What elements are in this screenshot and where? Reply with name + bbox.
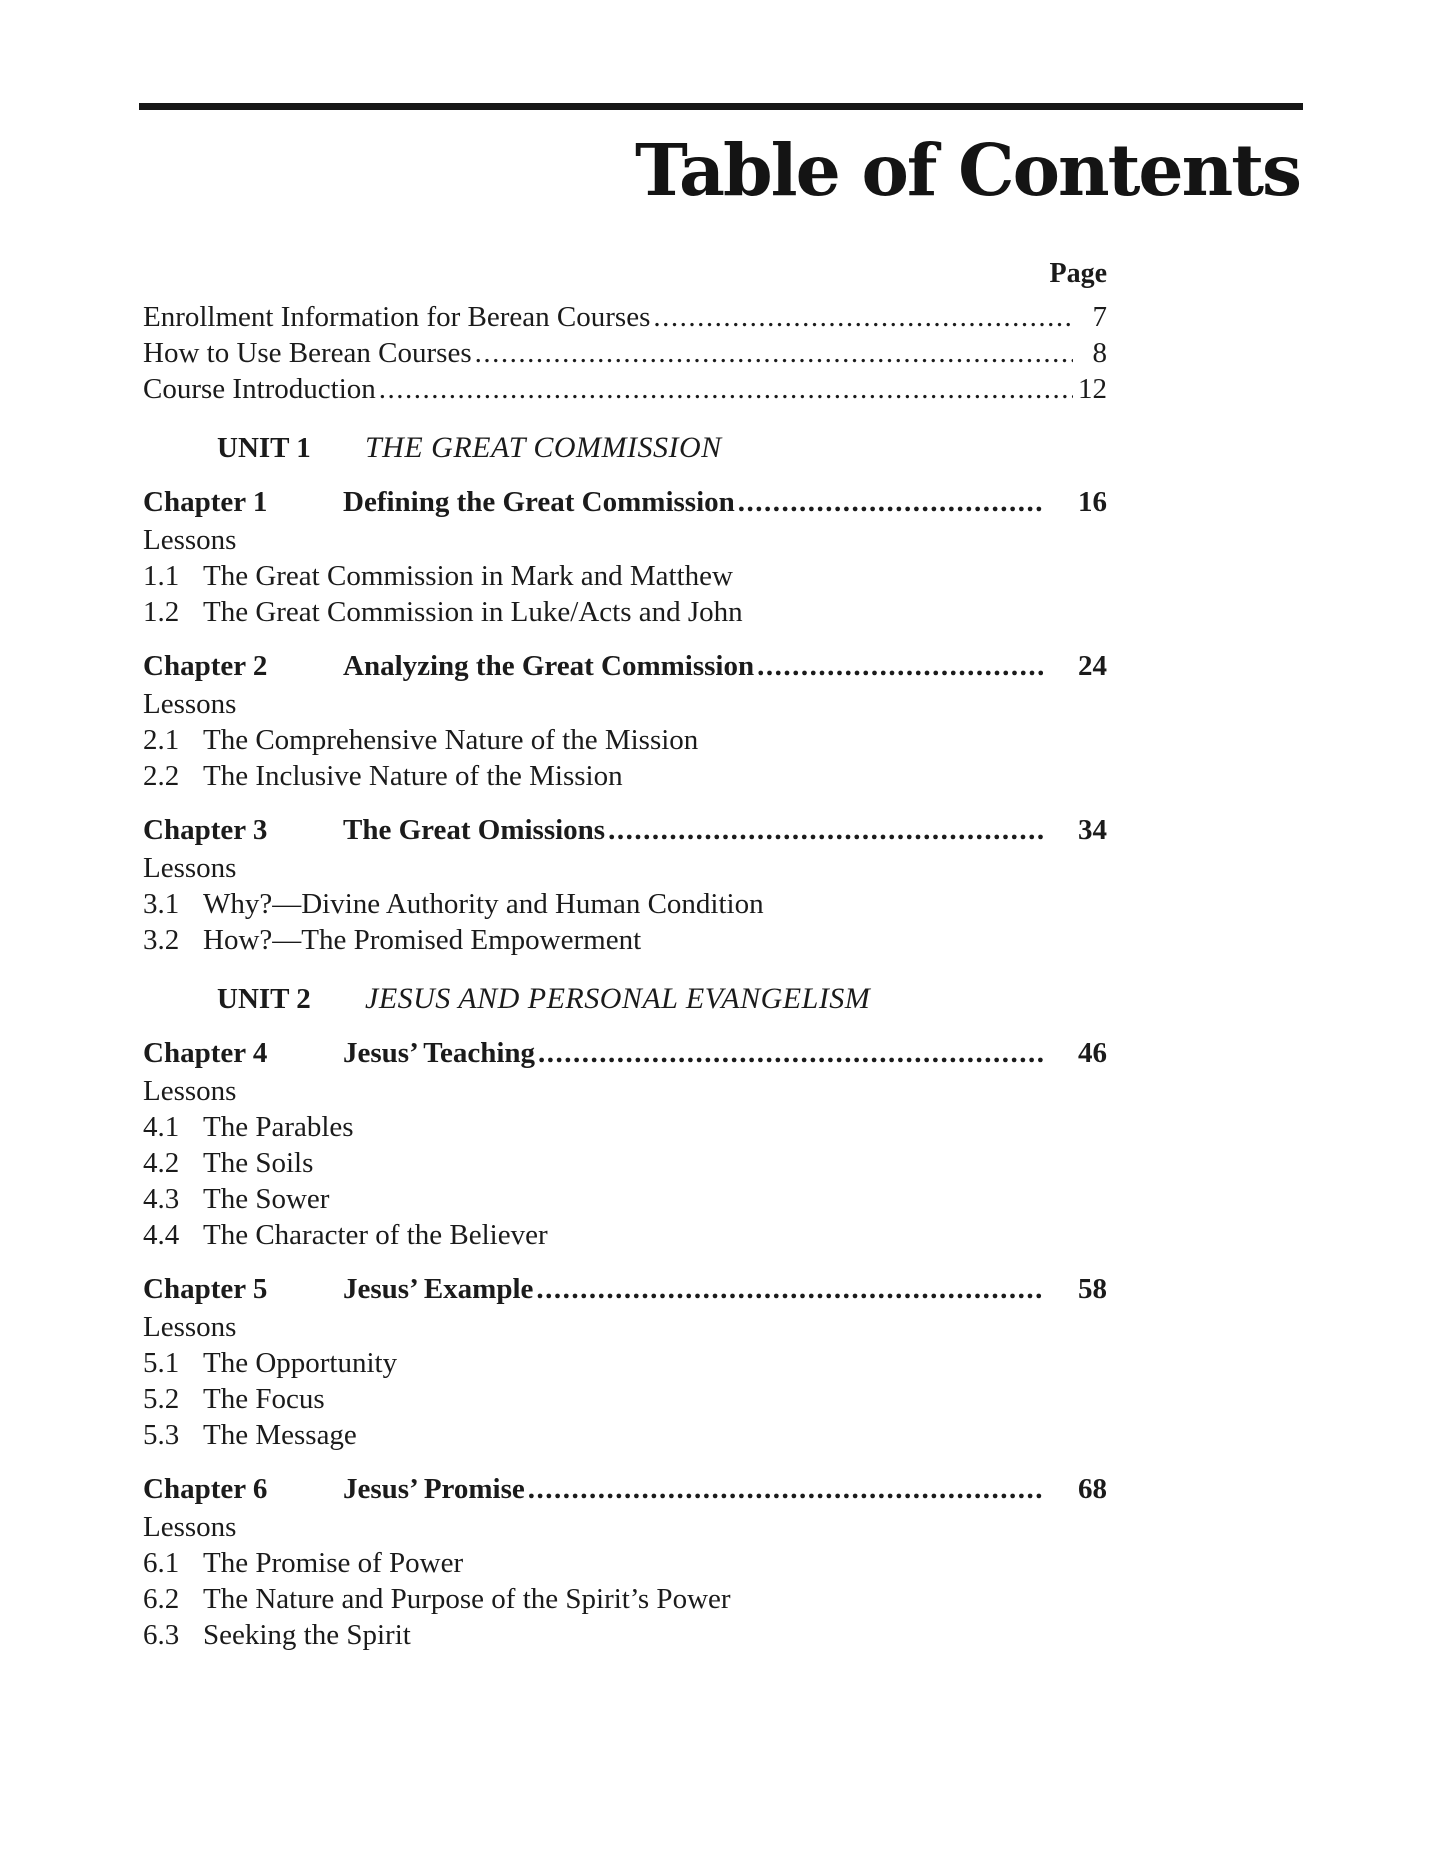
lesson-number: 4.2 (143, 1147, 180, 1179)
chapter-entry (143, 1035, 1107, 1071)
dot-leader (754, 648, 1043, 684)
lessons-label: Lessons (143, 1075, 237, 1107)
chapter-entry (143, 812, 1107, 848)
chapter-page-number: 34 (1078, 814, 1107, 846)
toc-entry-label: Enrollment Information for Berean Courses (143, 301, 651, 333)
unit-label: UNIT 2 (217, 983, 311, 1015)
dot-leader (605, 812, 1043, 848)
chapter-label: Chapter 6 (143, 1473, 268, 1505)
lesson-title: The Opportunity (203, 1347, 398, 1379)
page-title: Table of Contents (634, 128, 1300, 212)
unit-heading (217, 981, 1107, 1017)
lessons-label: Lessons (143, 1511, 237, 1543)
lesson-entry (143, 594, 1107, 630)
lessons-label: Lessons (143, 852, 237, 884)
lesson-title: The Great Commission in Mark and Matthew (203, 560, 733, 592)
chapter-label: Chapter 5 (143, 1273, 268, 1305)
chapter-label: Chapter 3 (143, 814, 268, 846)
dot-leader (472, 335, 1073, 371)
dot-leader (525, 1471, 1043, 1507)
lesson-entry (143, 1381, 1107, 1417)
dot-leader (650, 299, 1073, 335)
lessons-label: Lessons (143, 1311, 237, 1343)
lesson-title: The Focus (203, 1383, 325, 1415)
lesson-number: 3.1 (143, 888, 180, 920)
dot-leader (735, 484, 1043, 520)
lesson-entry (143, 1181, 1107, 1217)
lesson-title: The Nature and Purpose of the Spirit’s Power (203, 1583, 731, 1615)
chapter-page-number: 16 (1078, 486, 1107, 518)
lessons-label: Lessons (143, 688, 237, 720)
chapter-entry (143, 648, 1107, 684)
lesson-title: The Message (203, 1419, 357, 1451)
lesson-title: The Comprehensive Nature of the Mission (203, 724, 699, 756)
toc-body (143, 256, 1107, 1653)
lesson-entry (143, 722, 1107, 758)
chapter-title: Jesus’ Example (343, 1273, 534, 1305)
toc-entry-page-number: 12 (1078, 373, 1107, 405)
lesson-number: 5.1 (143, 1347, 180, 1379)
dot-leader (535, 1035, 1043, 1071)
lesson-title: How?—The Promised Empowerment (203, 924, 642, 956)
lesson-entry (143, 886, 1107, 922)
lesson-number: 4.3 (143, 1183, 180, 1215)
lesson-number: 2.1 (143, 724, 180, 756)
chapter-page-number: 46 (1078, 1037, 1107, 1069)
lesson-entry (143, 1545, 1107, 1581)
top-rule (139, 103, 1303, 110)
lesson-entry (143, 1109, 1107, 1145)
toc-entry (143, 371, 1107, 407)
dot-leader (376, 371, 1073, 407)
chapter-title: Jesus’ Teaching (343, 1037, 536, 1069)
unit-title: JESUS AND PERSONAL EVANGELISM (365, 982, 871, 1015)
lesson-entry (143, 1145, 1107, 1181)
lesson-number: 4.4 (143, 1219, 180, 1251)
lesson-entry (143, 922, 1107, 958)
lesson-number: 1.2 (143, 596, 180, 628)
lesson-entry (143, 1417, 1107, 1453)
lesson-title: The Promise of Power (203, 1547, 464, 1579)
chapter-page-number: 58 (1078, 1273, 1107, 1305)
lesson-number: 6.1 (143, 1547, 180, 1579)
chapter-label: Chapter 4 (143, 1037, 268, 1069)
front-matter-list (143, 299, 1107, 407)
chapter-page-number: 24 (1078, 650, 1107, 682)
lesson-entry (143, 558, 1107, 594)
chapter-label: Chapter 1 (143, 486, 268, 518)
lesson-entry (143, 1345, 1107, 1381)
lesson-number: 4.1 (143, 1111, 180, 1143)
lesson-entry (143, 1581, 1107, 1617)
unit-label: UNIT 1 (217, 432, 311, 464)
toc-entry (143, 299, 1107, 335)
lesson-entry (143, 1617, 1107, 1653)
lesson-title: The Soils (203, 1147, 314, 1179)
chapter-entry (143, 1471, 1107, 1507)
toc-entry-page-number: 8 (1092, 337, 1107, 369)
lesson-title: Seeking the Spirit (203, 1619, 411, 1651)
chapter-entry (143, 1271, 1107, 1307)
lesson-entry (143, 758, 1107, 794)
chapter-title: Analyzing the Great Commission (343, 650, 755, 682)
dot-leader (533, 1271, 1043, 1307)
chapter-title: Defining the Great Commission (343, 486, 735, 518)
lesson-title: The Great Commission in Luke/Acts and John (203, 596, 743, 628)
toc-entry-label: How to Use Berean Courses (143, 337, 472, 369)
lesson-title: The Character of the Believer (203, 1219, 548, 1251)
chapter-page-number: 68 (1078, 1473, 1107, 1505)
lesson-title: The Inclusive Nature of the Mission (203, 760, 623, 792)
lesson-title: The Sower (203, 1183, 330, 1215)
lesson-title: The Parables (203, 1111, 354, 1143)
lesson-number: 6.2 (143, 1583, 180, 1615)
lesson-number: 5.3 (143, 1419, 180, 1451)
lesson-title: Why?—Divine Authority and Human Condition (203, 888, 764, 920)
chapter-entry (143, 484, 1107, 520)
chapter-label: Chapter 2 (143, 650, 268, 682)
toc-entry-page-number: 7 (1092, 301, 1107, 333)
unit-heading (217, 430, 1107, 466)
page-column-header: Page (1049, 258, 1107, 289)
toc-entry-label: Course Introduction (143, 373, 376, 405)
chapter-title: Jesus’ Promise (343, 1473, 525, 1505)
unit-title: THE GREAT COMMISSION (365, 431, 722, 464)
lesson-number: 3.2 (143, 924, 180, 956)
lesson-number: 1.1 (143, 560, 180, 592)
chapter-title: The Great Omissions (343, 814, 606, 846)
toc-entry (143, 335, 1107, 371)
lesson-number: 5.2 (143, 1383, 180, 1415)
lessons-label: Lessons (143, 524, 237, 556)
lesson-number: 2.2 (143, 760, 180, 792)
lesson-number: 6.3 (143, 1619, 180, 1651)
lesson-entry (143, 1217, 1107, 1253)
